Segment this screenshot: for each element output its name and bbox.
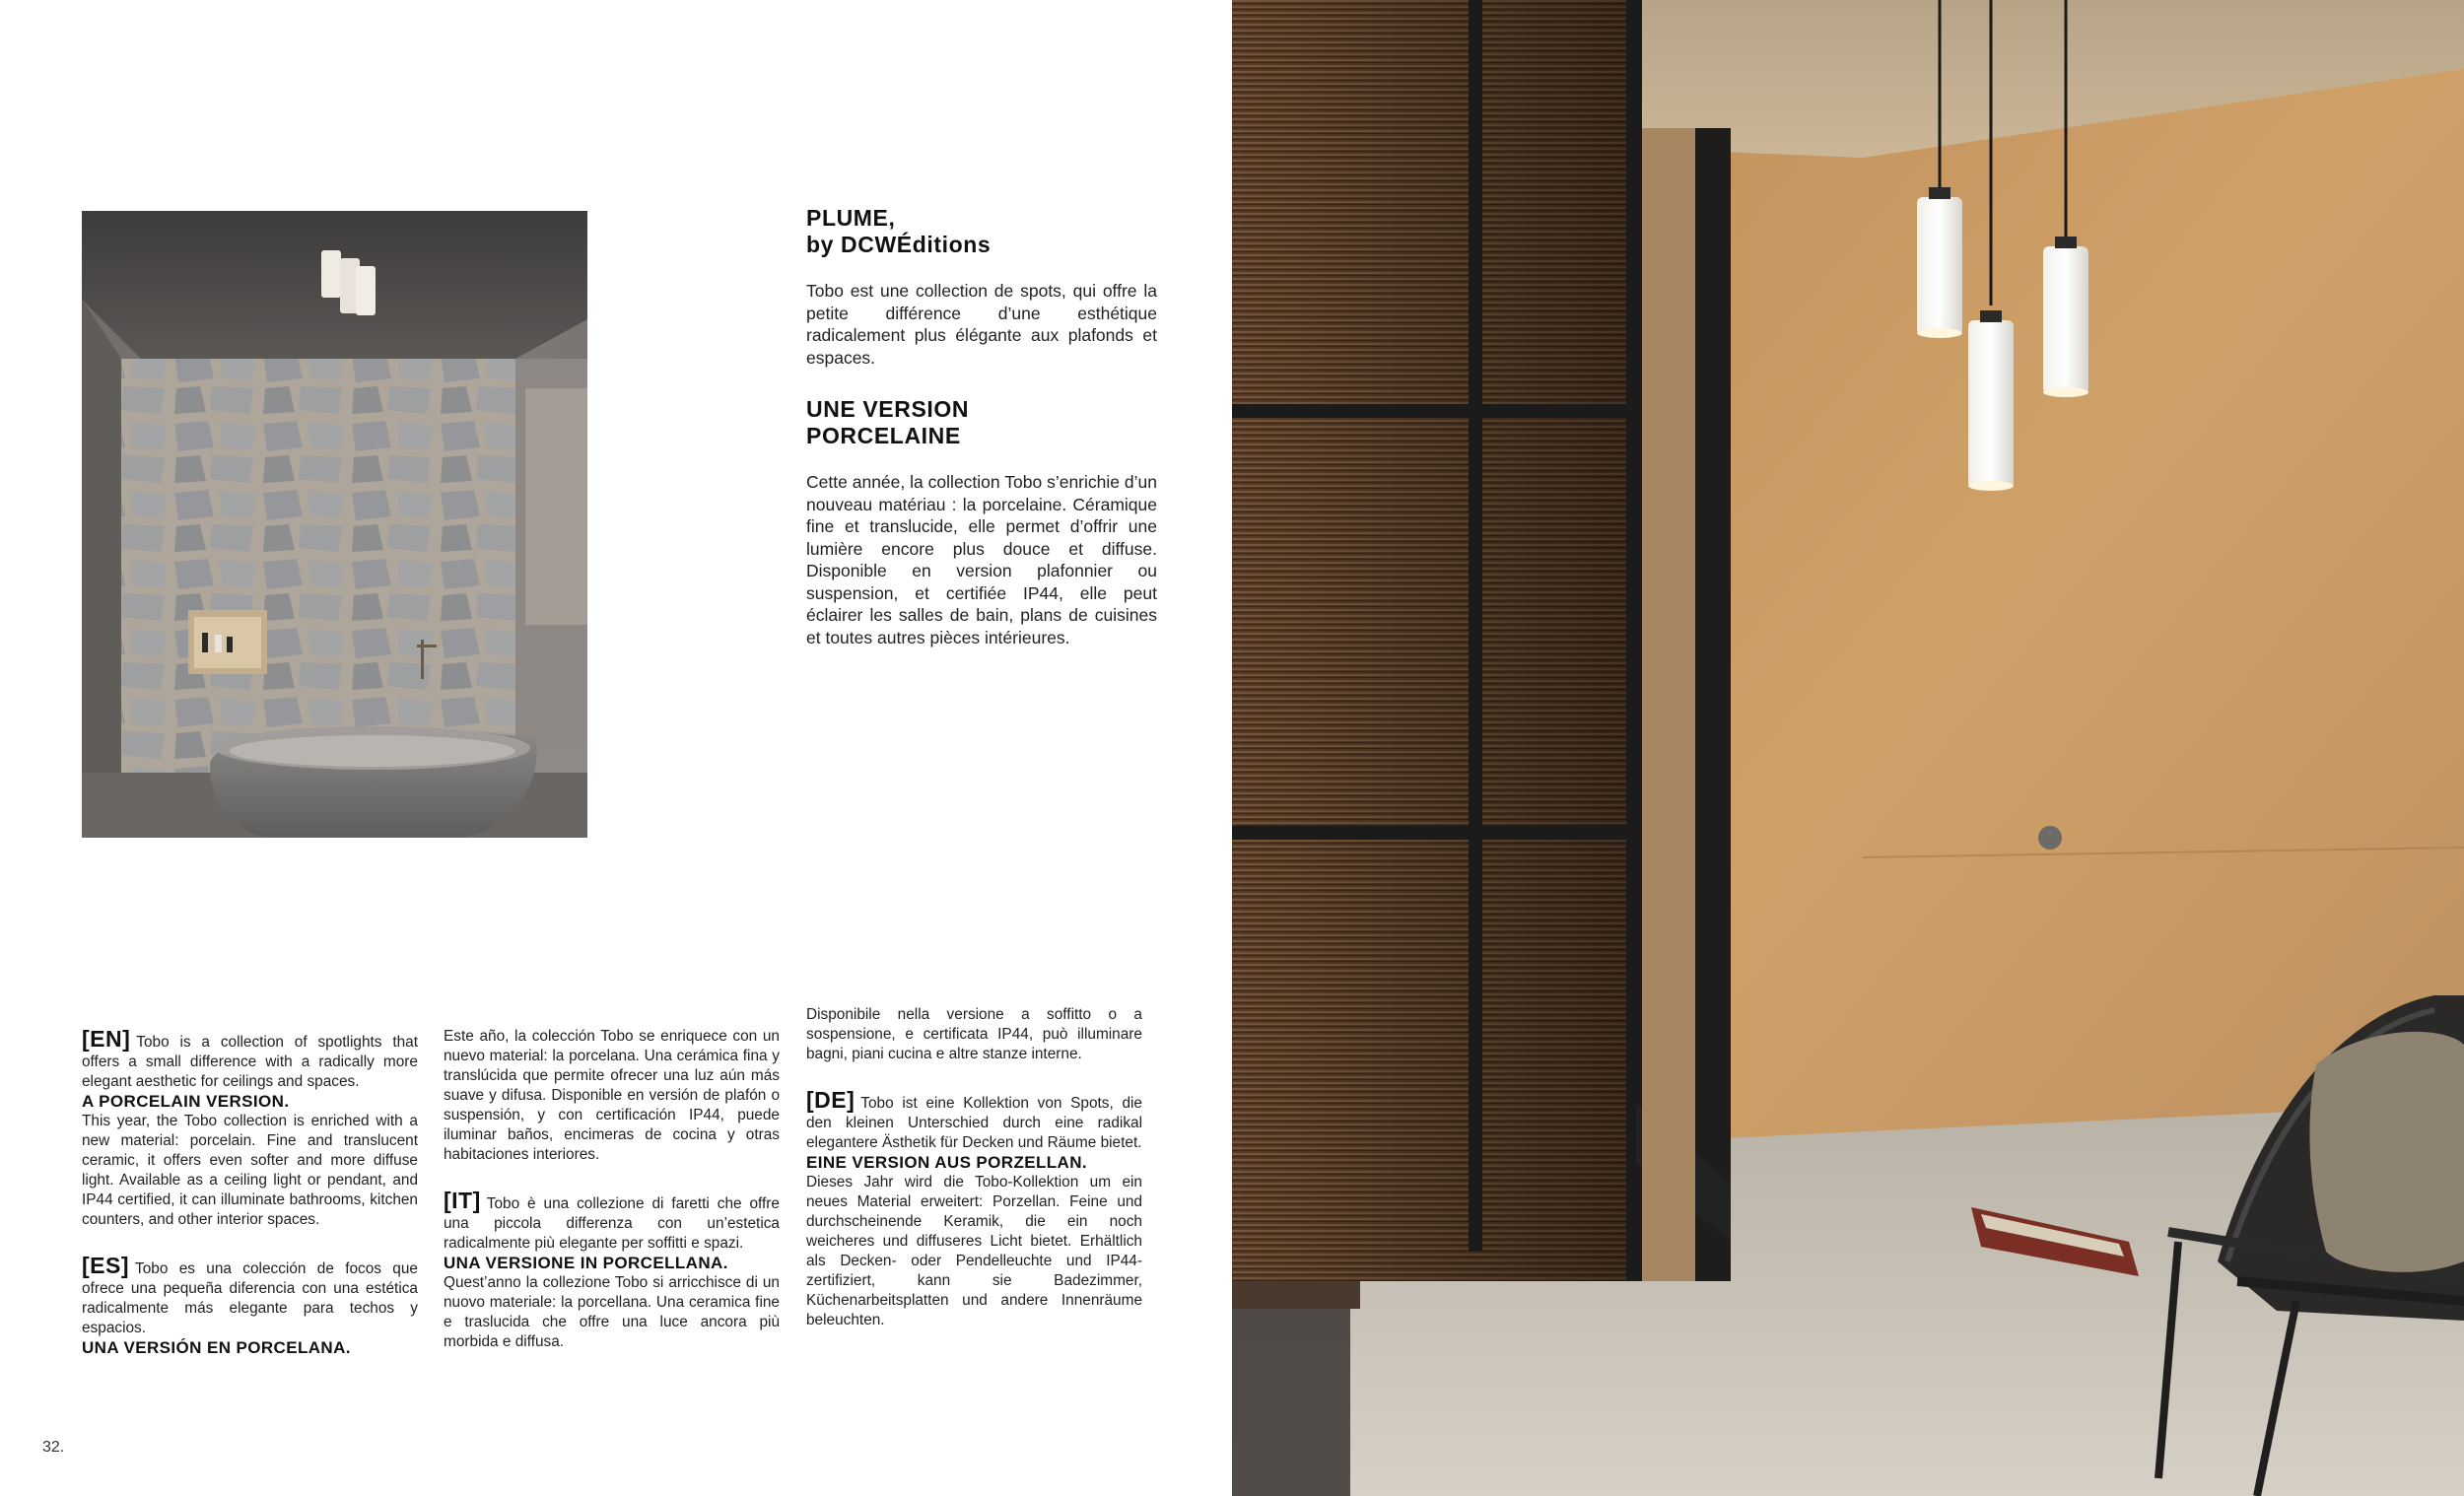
column-en-es xyxy=(82,1026,418,1358)
it-body-continued: Disponibile nella versione a soffitto o a sospensione, e certificata IP44, può illuminare bagni, piani cucina e altre stanze interne. xyxy=(806,1006,1142,1062)
de-intro-text: Tobo ist eine Kollektion von Spots, die den kleinen Unterschied durch eine radikal elegantere Ästhetik für Decken und Räume bietet. xyxy=(806,1095,1142,1151)
subtitle-line1: UNE VERSION xyxy=(806,396,970,422)
en-body: This year, the Tobo collection is enriched with a new material: porcelain. Fine and translucent ceramic, it offers even softer and more diffuse light. Available as a ceiling light or pendant, and IP44 certified, it can illuminate bathrooms, kitchen counters, and other interior spaces. xyxy=(82,1113,418,1228)
en-language-tag: [EN] xyxy=(82,1026,131,1052)
it-heading: UNA VERSIONE IN PORCELLANA. xyxy=(444,1254,728,1272)
es-body: Este año, la colección Tobo se enriquece con un nuevo material: la porcelana. Una cerámica fina y translúcida que permite ofrecer una luz aún más suave y difusa. Disponible en versión de plafón o suspensión, y con certificación IP44, puede iluminar baños, encimeras de cocina y otras habitaciones interiores. xyxy=(444,1028,780,1163)
interior-illustration xyxy=(1232,0,2464,1496)
de-language-tag: [DE] xyxy=(806,1087,856,1113)
it-language-tag: [IT] xyxy=(444,1188,481,1213)
de-body: Dieses Jahr wird die Tobo-Kollektion um ein neues Material erweitert: Porzellan. Feine und durchscheinende Keramik, die ein noch weicheres und diffuseres Licht bietet. Erhältlich als Decken- oder Pendelleuchte und IP44-zertifiziert, kann sie Badezimmer, Küchenarbeitsplatten und andere Innenräume beleuchten. xyxy=(806,1174,1142,1328)
title-block xyxy=(806,205,1157,648)
de-intro-paragraph xyxy=(806,1087,1142,1153)
interior-photo xyxy=(1232,0,2464,1496)
es-intro-paragraph xyxy=(82,1253,418,1338)
es-intro-text: Tobo es una colección de focos que ofrece una pequeña diferencia con una estética radicalmente más elegante para techos y espacios. xyxy=(82,1260,418,1336)
bathroom-illustration xyxy=(82,211,587,838)
intro-french: Tobo est une collection de spots, qui offre la petite différence d’une esthétique radicalement plus élégante aux plafonds et espaces. xyxy=(806,281,1157,368)
spacer xyxy=(806,1064,1142,1090)
main-title-line2: by DCWÉditions xyxy=(806,232,992,257)
en-intro-text: Tobo is a collection of spotlights that offers a small difference with a radically more elegant aesthetic for ceilings and spaces. xyxy=(82,1034,418,1090)
it-body: Quest’anno la collezione Tobo si arricchisce di un nuovo materiale: la porcellana. Una ceramica fine e traslucida che offre una luce ancora più morbida e diffusa. xyxy=(444,1274,780,1350)
subtitle xyxy=(806,396,1157,449)
subtitle-line2: PORCELAINE xyxy=(806,423,961,448)
de-heading: EINE VERSION AUS PORZELLAN. xyxy=(806,1153,1088,1172)
en-heading: A PORCELAIN VERSION. xyxy=(82,1092,290,1111)
bathroom-photo xyxy=(82,211,587,838)
page-number: 32. xyxy=(42,1439,65,1456)
en-intro-paragraph xyxy=(82,1026,418,1092)
main-title xyxy=(806,205,1157,258)
main-title-line1: PLUME, xyxy=(806,205,896,231)
spacer xyxy=(444,1165,780,1190)
es-heading: UNA VERSIÓN EN PORCELANA. xyxy=(82,1338,351,1357)
es-language-tag: [ES] xyxy=(82,1253,129,1278)
column-es-it xyxy=(444,1027,780,1352)
it-intro-text: Tobo è una collezione di faretti che offre una piccola differenza con un’estetica radicalmente più elegante per soffitti e spazi. xyxy=(444,1195,780,1252)
column-it-de xyxy=(806,1005,1142,1330)
body-french: Cette année, la collection Tobo s’enrichie d’un nouveau matériau : la porcelaine. Céramique fine et translucide, elle permet d’offrir une lumière encore plus douce et diffuse. Disponible en version plafonnier ou suspension, et certifiée IP44, elle peut éclairer les salles de bain, plans de cuisines et toutes autres pièces intérieures. xyxy=(806,472,1157,647)
spacer xyxy=(82,1230,418,1256)
it-intro-paragraph xyxy=(444,1190,780,1254)
